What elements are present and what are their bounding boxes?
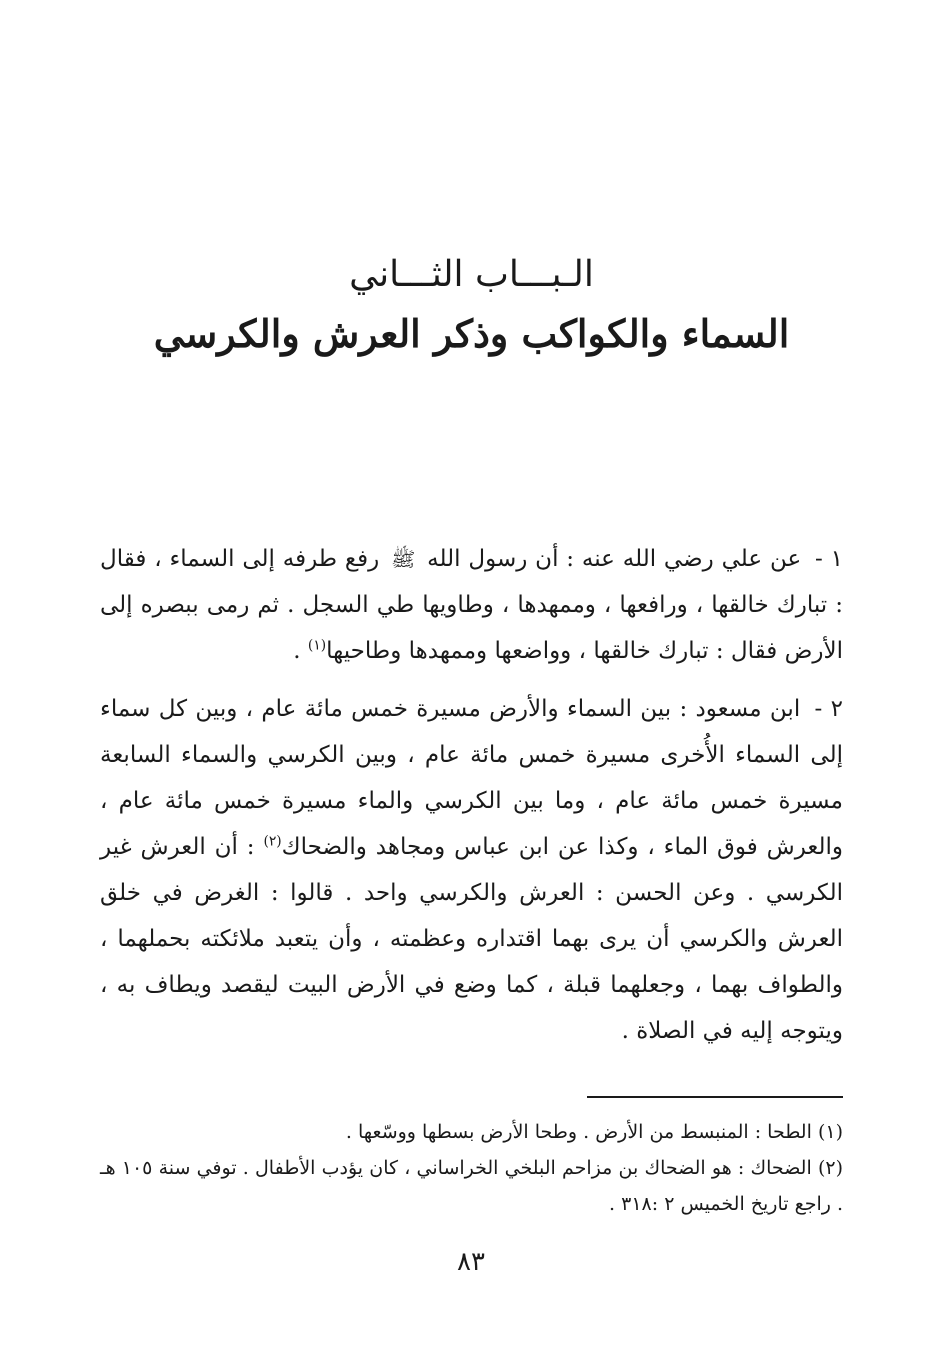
paragraph-ending: . [293,638,308,664]
footnote-1 [100,1114,843,1150]
footnote-marker: (١) [817,1121,843,1143]
paragraph-2 [100,686,843,1054]
page-number: ٨٣ [457,1247,485,1277]
paragraph-text: عن علي رضي الله عنه : أن رسول الله [427,546,802,572]
paragraph-number: ٢ - [814,696,843,722]
paragraph-text: ابن مسعود : بين السماء والأرض مسيرة خمس مائة عام ، وبين كل سماء إلى السماء الأُخرى مسيرة خمس مائة عام ، وبين الكرسي والسماء السابعة مسيرة خمس مائة عام ، وما بين الكرسي والماء مسيرة خمس مائة عام ، والعرش فوق الماء ، وكذا عن ابن عباس ومجاهد والضحاك [100,696,844,860]
footnote-reference: (٢) [263,833,282,850]
paragraph-1 [100,536,843,674]
paragraph-number: ١ - [815,546,844,572]
footnote-marker: (٢) [817,1157,843,1179]
honorific-symbol: ﷺ [391,547,416,571]
footnotes [100,1114,843,1222]
footnote-divider [587,1096,843,1098]
footnote-text: الطحا : المنبسط من الأرض . وطحا الأرض بسطها ووسّعها . [345,1121,812,1143]
paragraph-text: رفع طرفه إلى السماء ، فقال : تبارك خالقها ، ورافعها ، وممهدها ، وطاويها طي السجل . ثم رمى ببصره إلى الأرض فقال : تبارك خالقها ، وواضعها وممهدها وطاحيها [100,546,843,664]
chapter-heading: الـبـــاب الثـــاني [349,254,594,295]
paragraph-text: : أن العرش غير الكرسي . وعن الحسن : العرش والكرسي واحد . قالوا : الغرض في خلق العرش والكرسي أن يرى بهما اقتداره وعظمته ، وأن يتعبد ملائكته بحملهما ، والطواف بهما ، وجعلهما قبلة ، كما وضع في الأرض البيت ليقصد ويطاف به ، ويتوجه إليه في الصلاة . [100,834,844,1044]
body-text [100,536,843,1066]
footnote-text: الضحاك : هو الضحاك بن مزاحم البلخي الخراساني ، كان يؤدب الأطفال . توفي سنة ١٠٥ هـ . راجع تاريخ الخميس ٢ :٣١٨ . [100,1157,843,1215]
footnote-reference: (١) [307,637,327,654]
chapter-title: السماء والكواكب وذكر العرش والكرسي [153,311,790,356]
footnote-2 [100,1150,843,1222]
